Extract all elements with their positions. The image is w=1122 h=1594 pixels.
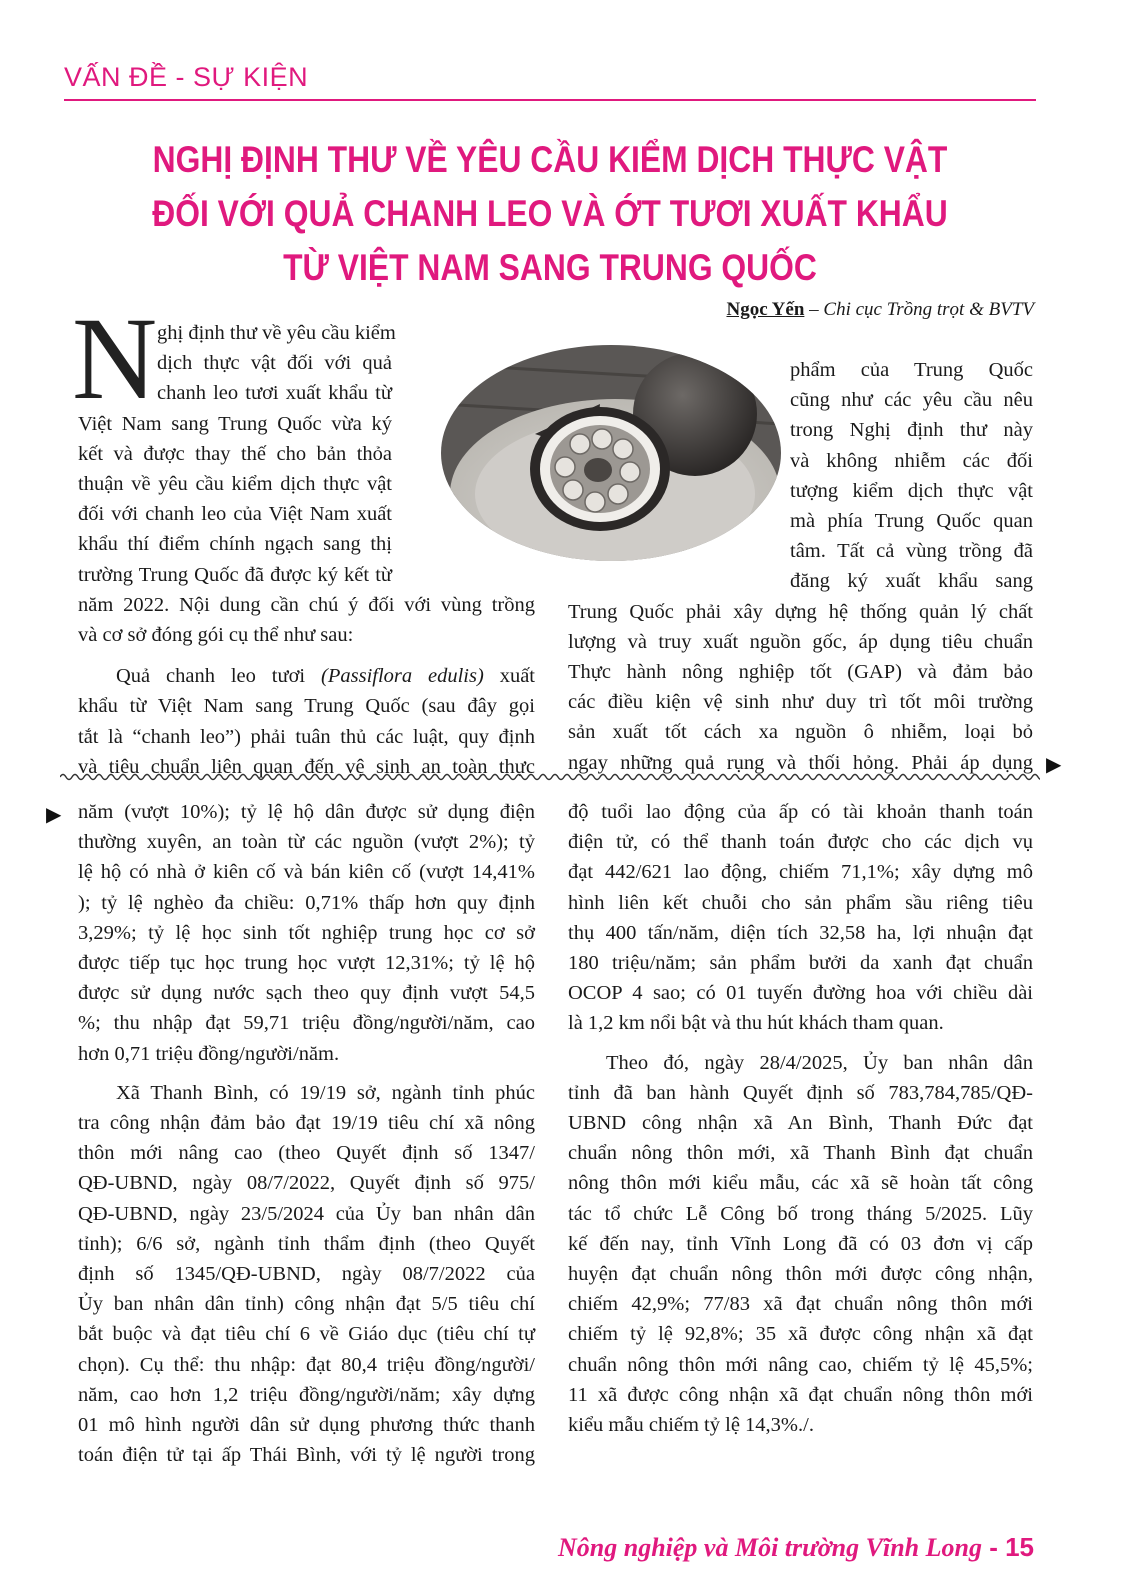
paragraph-line: 01 mô hình người dân sử dụng phương thức thanh (78, 1414, 535, 1436)
paragraph-line: mà phía Trung Quốc quan (790, 510, 1033, 532)
paragraph-line: trường Trung Quốc đã được ký kết từ (78, 563, 392, 586)
paragraph-line: được tiếp tục học trung học vượt 12,31%; tỷ lệ hộ (78, 952, 535, 974)
header-rule (64, 99, 1036, 101)
paragraph-line: bắt buộc và đạt tiêu chí 6 về Giáo dục (tiêu chí tự (78, 1323, 535, 1346)
paragraph-line: kế đến nay, tỉnh Vĩnh Long đã có 03 đơn vị cấp (568, 1232, 1033, 1255)
paragraph-line: cũng như các yêu cầu nêu (790, 389, 1033, 412)
paragraph-line: huyện đạt chuẩn nông thôn mới được công nhận, (568, 1263, 1033, 1285)
publication-name: Nông nghiệp và Môi trường Vĩnh Long (558, 1533, 982, 1562)
paragraph-line: ); tỷ lệ nghèo đa chiều: 0,71% thấp hơn quy định (78, 891, 535, 914)
paragraph-line: chuẩn nông thôn mới nâng cao, chiếm tỷ lệ 45,5%; (568, 1353, 1033, 1376)
paragraph-line: và không nhiễm các đối (790, 449, 1033, 472)
paragraph-line: các điều kiện vệ sinh như duy trì tốt môi trường (568, 691, 1033, 714)
paragraph-line: %; thu nhập đạt 59,71 triệu đồng/người/năm, cao (78, 1012, 535, 1035)
paragraph-line: chiếm tỷ lệ 92,8%; 35 xã được công nhận xã đạt (568, 1323, 1033, 1346)
paragraph-line: thường xuyên, an toàn từ các nguồn (vượt 2%); tỷ (78, 831, 535, 854)
paragraph-line: Việt Nam sang Trung Quốc vừa ký (78, 412, 392, 435)
text-run: xuất (483, 665, 535, 688)
page-number: 15 (1005, 1532, 1034, 1562)
paragraph-line: là 1,2 km nổi bật và thu hút khách tham quan. (568, 1012, 944, 1035)
paragraph-line: được sử dụng nước sạch theo quy định vượt 54,5 (78, 982, 535, 1005)
paragraph-line: chuẩn nông thôn mới, xã Thanh Bình đạt chuẩn (568, 1142, 1033, 1165)
paragraph-line: điện tử, có thể thanh toán được cho các dịch vụ (568, 831, 1033, 854)
wavy-divider (60, 770, 1040, 784)
paragraph-line: tượng kiểm dịch thực vật (790, 479, 1033, 502)
paragraph-line: tâm. Tất cả vùng trồng đã (790, 540, 1033, 563)
paragraph-line: Thực hành nông nghiệp tốt (GAP) và đảm bảo (568, 661, 1033, 683)
paragraph-line: tắt là “chanh leo”) phải tuân thủ các luật, quy định (78, 725, 535, 748)
paragraph-line: ghị định thư về yêu cầu kiểm (157, 322, 396, 344)
paragraph-line: chọn). Cụ thể: thu nhập: đạt 80,4 triệu đồng/người/ (78, 1353, 535, 1376)
paragraph-line: kết và được thay thế cho bản thỏa (78, 442, 392, 465)
paragraph-line: năm, cao hơn 1,2 triệu đồng/người/năm; xây dựng (78, 1383, 535, 1406)
footer-separator: - (981, 1532, 1006, 1562)
paragraph-line: đạt 442/621 lao động, chiếm 71,1%; xây dựng mô (568, 861, 1033, 884)
paragraph-line: nông thôn mới kiểu mẫu, các xã sẽ hoàn tất công (568, 1172, 1033, 1195)
paragraph-line: kiểu mẫu chiếm tỷ lệ 14,3%./. (568, 1414, 814, 1436)
paragraph-line: đăng ký xuất khẩu sang (790, 570, 1033, 593)
title-line: NGHỊ ĐỊNH THƯ VỀ YÊU CẦU KIỂM DỊCH THỰC VẬT (152, 139, 948, 180)
paragraph-line: năm (vượt 10%); tỷ lệ hộ dân được sử dụng điện (78, 801, 535, 823)
paragraph-line: hình liên kết chuỗi cho sản phẩm sầu riêng tiêu (568, 891, 1033, 914)
paragraph-line: sản xuất tốt cách xa nguồn ô nhiễm, loại bỏ (568, 721, 1033, 744)
paragraph-line: hơn 0,71 triệu đồng/người/năm. (78, 1042, 340, 1065)
paragraph-line: 11 xã được công nhận xã đạt chuẩn nông thôn mới (568, 1383, 1033, 1406)
paragraph-line: thụ 400 tấn/năm, diện tích 32,58 ha, lợi nhuận đạt (568, 921, 1033, 944)
paragraph-line: thôn mới nâng cao (theo Quyết định số 1347/ (78, 1142, 535, 1165)
paragraph-line: thuận về yêu cầu kiểm dịch thực vật (78, 473, 392, 495)
paragraph-line: và tiêu chuẩn liên quan đến vệ sinh an toàn thực (78, 755, 535, 778)
paragraph-line: tỉnh); 6/6 sở, ngành tỉnh thẩm định (theo Quyết (78, 1232, 535, 1255)
paragraph-line: Trung Quốc phải xây dựng hệ thống quản lý chất (568, 600, 1033, 623)
paragraph-line: QĐ-UBND, ngày 08/7/2022, Quyết định số 975/ (78, 1172, 535, 1195)
page-footer (558, 1532, 1034, 1563)
continued-arrow-icon: ▶ (46, 804, 62, 826)
paragraph-line: chanh leo tươi xuất khẩu từ (157, 382, 392, 405)
paragraph-line: lượng và truy xuất nguồn gốc, áp dụng tiêu chuẩn (568, 630, 1033, 653)
paragraph-line: dịch thực vật đối với quả (157, 352, 392, 375)
scientific-name: (Passiflora edulis) (321, 665, 484, 688)
paragraph-line: và cơ sở đóng gói cụ thể như sau: (78, 624, 354, 646)
paragraph-line (116, 661, 535, 691)
paragraph-line: khẩu từ Việt Nam sang Trung Quốc (sau đây gọi (78, 695, 535, 718)
section-label: VẤN ĐỀ - SỰ KIỆN (64, 62, 309, 92)
paragraph-line: 3,29%; tỷ lệ học sinh tốt nghiệp trung học cơ sở (78, 921, 535, 944)
paragraph-line: Ủy ban nhân dân tỉnh) công nhận đạt 5/5 tiêu chí (78, 1293, 535, 1316)
paragraph-line: tra công nhận đảm bảo đạt 19/19 tiêu chí xã nông (78, 1112, 535, 1134)
author-organization: Chi cục Trồng trọt & BVTV (823, 299, 1034, 320)
paragraph-line: Theo đó, ngày 28/4/2025, Ủy ban nhân dân (606, 1051, 1033, 1074)
byline-separator: – (804, 299, 824, 320)
paragraph-line: chiếm 42,9%; 77/83 xã đạt chuẩn nông thôn mới (568, 1293, 1033, 1316)
drop-cap: N (72, 293, 158, 424)
paragraph-line: phẩm của Trung Quốc (790, 359, 1033, 381)
continue-arrow-icon: ▶ (1046, 754, 1062, 776)
author-name: Ngọc Yến (726, 299, 805, 320)
passion-fruit-photo (440, 344, 782, 562)
paragraph-line: lệ hộ có nhà ở kiên cố và bán kiên cố (vượt 14,41% (78, 861, 535, 884)
paragraph-line: tỉnh đã ban hành Quyết định số 783,784,785/QĐ- (568, 1081, 1033, 1104)
paragraph-line: tác tổ chức Lễ Công bố trong tháng 5/2025. Lũy (568, 1202, 1033, 1225)
paragraph-line: ngay những quả rụng và thối hỏng. Phải áp dụng (568, 751, 1033, 774)
paragraph-line: trong Nghị định thư này (790, 419, 1033, 442)
paragraph-line: toán điện tử tại ấp Thái Bình, với tỷ lệ người trong (78, 1444, 535, 1467)
paragraph-line: độ tuổi lao động của ấp có tài khoản thanh toán (568, 801, 1033, 823)
paragraph-line: khẩu thí điểm chính ngạch sang thị (78, 533, 392, 556)
paragraph-line: UBND công nhận xã An Bình, Thanh Đức đạt (568, 1112, 1033, 1134)
paragraph-line: năm 2022. Nội dung cần chú ý đối với vùng trồng (78, 593, 535, 616)
paragraph-line: OCOP 4 sao; có 01 tuyến đường hoa với chiều dài (568, 982, 1033, 1005)
paragraph-line: định số 1345/QĐ-UBND, ngày 08/7/2022 của (78, 1263, 535, 1285)
paragraph-line: Xã Thanh Bình, có 19/19 sở, ngành tỉnh phúc (116, 1081, 535, 1104)
paragraph-line: đối với chanh leo của Việt Nam xuất (78, 503, 392, 526)
paragraph-line: 180 triệu/năm; sản phẩm bưởi da xanh đạt chuẩn (568, 952, 1033, 974)
title-line: ĐỐI VỚI QUẢ CHANH LEO VÀ ỚT TƯƠI XUẤT KHẨU (152, 193, 948, 234)
paragraph-line: QĐ-UBND, ngày 23/5/2024 của Ủy ban nhân dân (78, 1202, 535, 1225)
article-title (129, 133, 972, 295)
byline (726, 299, 1034, 321)
text-run: Quả chanh leo tươi (116, 665, 322, 688)
title-line: TỪ VIỆT NAM SANG TRUNG QUỐC (283, 247, 817, 288)
